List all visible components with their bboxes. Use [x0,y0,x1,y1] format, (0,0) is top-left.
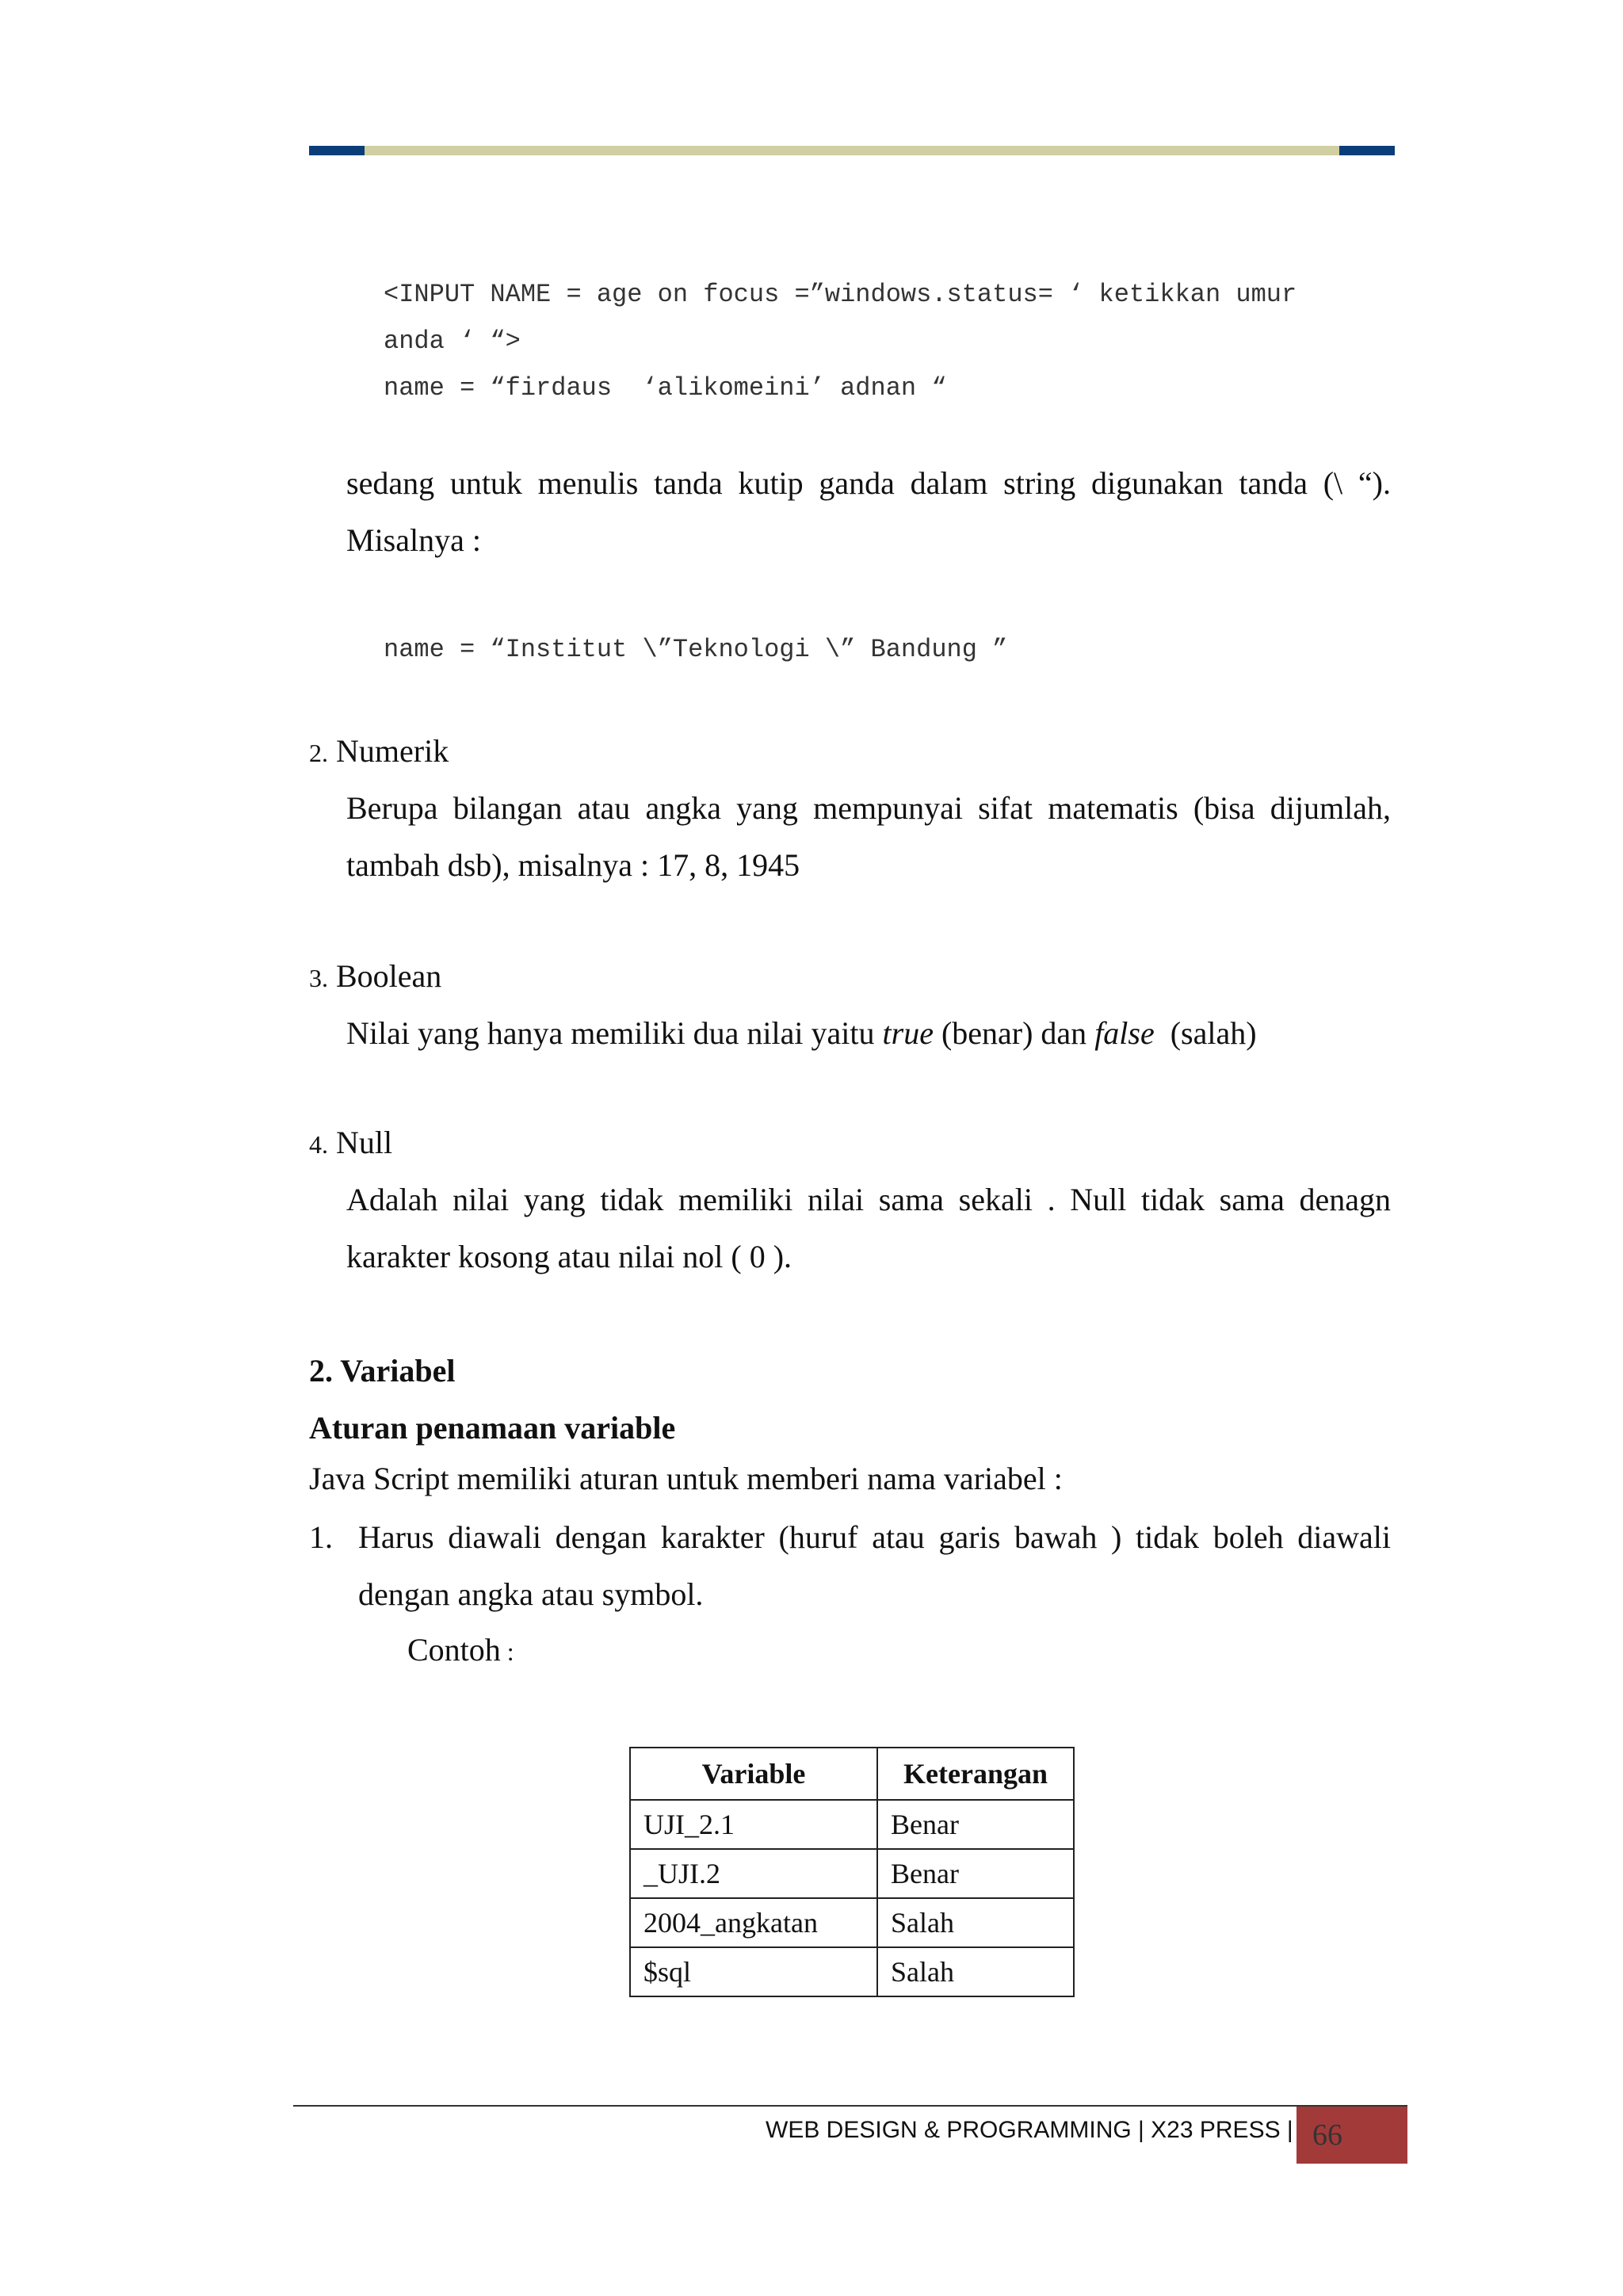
footer-rule [293,2105,1407,2107]
variable-table [629,1747,1075,1997]
table-cell: Salah [877,1898,1074,1947]
table-header-row [630,1748,1074,1800]
type-heading-boolean: 3. Boolean [309,958,442,994]
table-row [630,1800,1074,1849]
code-line: name = “firdaus ‘alikomeini’ adnan “ [384,373,947,403]
table-cell: Salah [877,1947,1074,1996]
header-bar-left [309,146,365,155]
page-number: 66 [1296,2107,1407,2164]
table-cell: _UJI.2 [630,1849,877,1898]
escape-paragraph [346,455,1391,569]
footer-text: WEB DESIGN & PROGRAMMING | X23 PRESS | [766,2117,1293,2143]
numerik-description: Berupa bilangan atau angka yang mempunyai sifat matematis (bisa dijumlah, tambah dsb), misalnya : 17, 8, 1945 [346,790,1391,883]
section-heading: 2. Variabel [309,1353,456,1389]
table-row [630,1849,1074,1898]
section-subheading: Aturan penamaan variable [309,1410,676,1446]
header-bar-right [1339,146,1395,155]
table-header: Variable [630,1748,877,1800]
table-cell: $sql [630,1947,877,1996]
table-cell: 2004_angkatan [630,1898,877,1947]
contoh-label: Contoh : [407,1632,514,1668]
type-heading-numerik: 2. Numerik [309,733,449,769]
code-line: anda ‘ “> [384,327,521,356]
escape-line-2: Misalnya : [346,522,481,558]
table-cell: Benar [877,1800,1074,1849]
boolean-description: Nilai yang hanya memiliki dua nilai yaitu true (benar) dan false (salah) [346,1015,1257,1051]
type-heading-null: 4. Null [309,1125,393,1160]
table-header: Keterangan [877,1748,1074,1800]
rule-text: Harus diawali dengan karakter (huruf atau garis bawah ) tidak boleh diawali dengan angka atau symbol. [358,1519,1391,1612]
header-bar-middle [365,146,1339,155]
table-row [630,1947,1074,1996]
table-row [630,1898,1074,1947]
null-description: Adalah nilai yang tidak memiliki nilai sama sekali . Null tidak sama denagn karakter kosong atau nilai nol ( 0 ). [346,1182,1391,1274]
escape-line-1: sedang untuk menulis tanda kutip ganda dalam string digunakan tanda (\ “). [346,465,1391,501]
section-intro: Java Script memiliki aturan untuk memberi nama variabel : [309,1461,1063,1496]
table-cell: UJI_2.1 [630,1800,877,1849]
rule-number: 1. [309,1519,333,1555]
code-line: name = “Institut \”Teknologi \” Bandung ” [384,635,1008,664]
code-line: <INPUT NAME = age on focus =”windows.status= ‘ ketikkan umur [384,280,1297,309]
table-cell: Benar [877,1849,1074,1898]
